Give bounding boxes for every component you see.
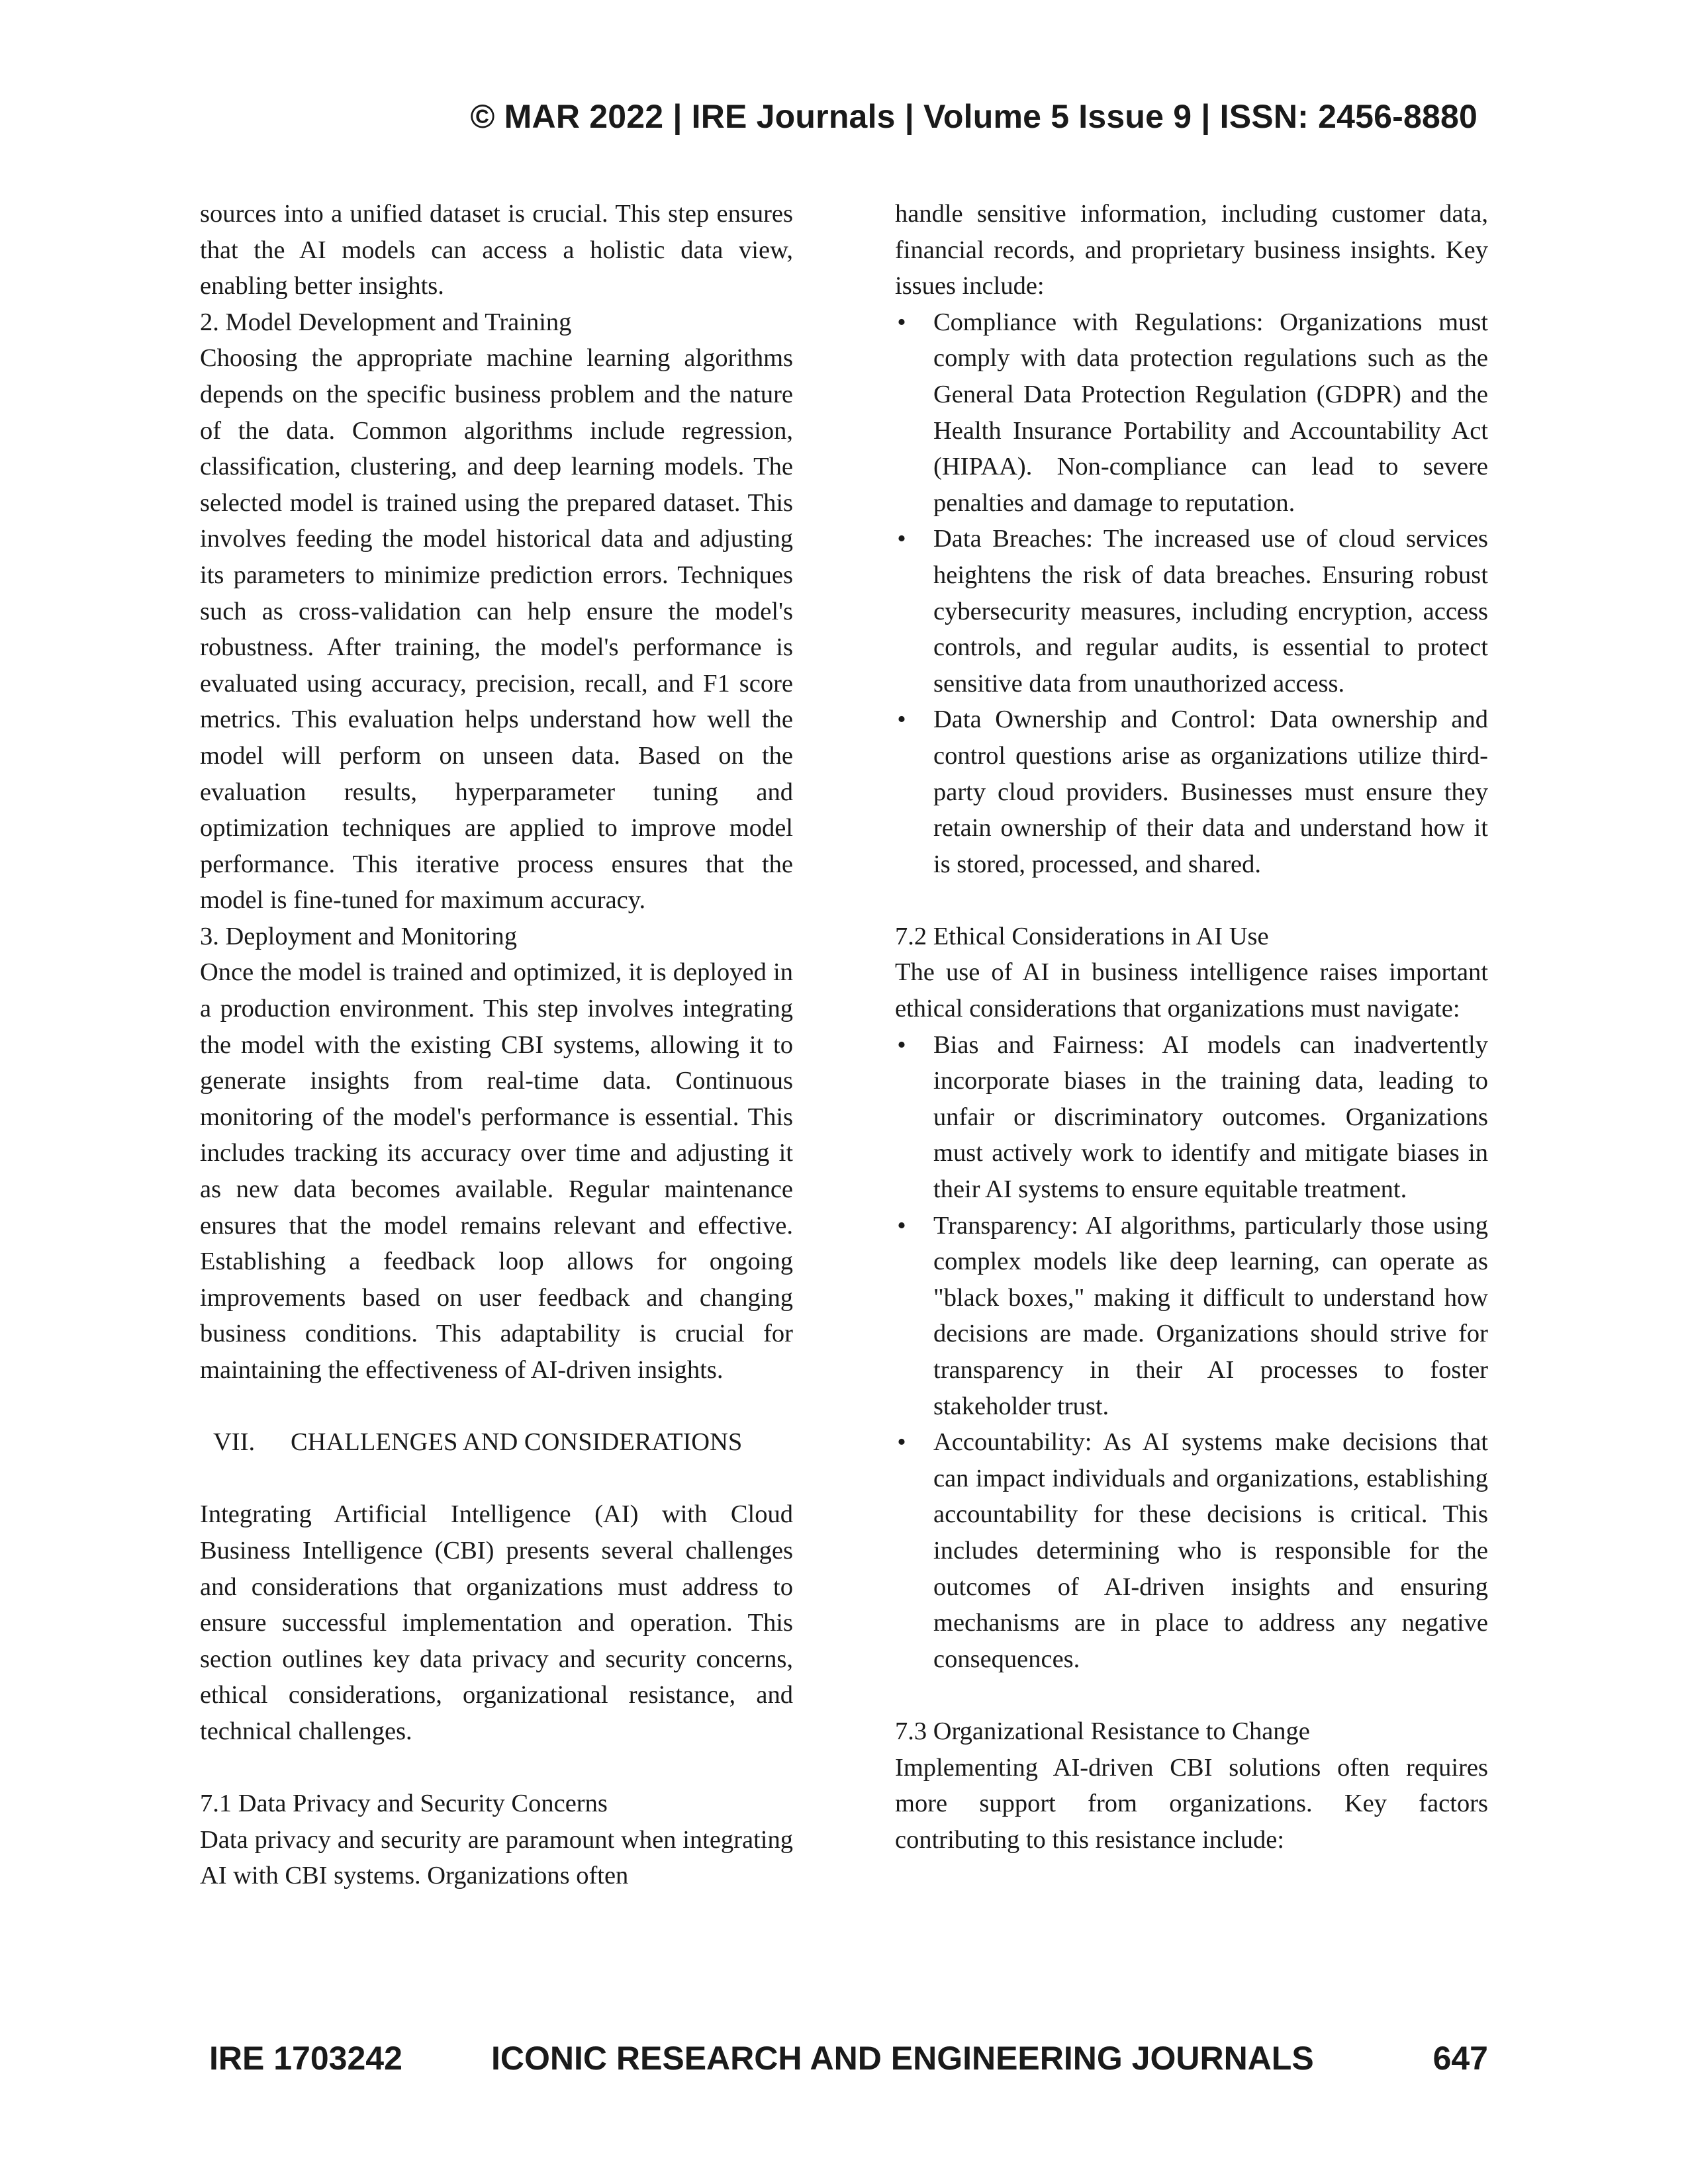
subheading-model-development: 2. Model Development and Training	[200, 308, 572, 336]
list-item: • Data Ownership and Control: Data ownership and control questions arise as organizations utilize third-party cloud providers. Businesses must ensure they retain ownership of their data and understand how it is stored, processed, and shared.	[895, 702, 1488, 882]
section-heading-vii	[200, 1424, 793, 1461]
spacer	[200, 1750, 793, 1786]
subheading-7-1: 7.1 Data Privacy and Security Concerns	[200, 1790, 608, 1818]
paragraph-7-3: Implementing AI-driven CBI solutions often requires more support from organizations. Key factors contributing to this resistance include:	[895, 1753, 1488, 1854]
paragraph-data-integration-end: sources into a unified dataset is crucial. This step ensures that the AI models can access a holistic data view, enabling better insights.	[200, 200, 793, 300]
bullet-icon: •	[897, 705, 906, 734]
journal-header: © MAR 2022 | IRE Journals | Volume 5 Issue 9 | ISSN: 2456-8880	[470, 98, 1477, 135]
spacer	[895, 1677, 1488, 1713]
page-number: 647	[1432, 2040, 1488, 2077]
list-item: • Compliance with Regulations: Organizations must comply with data protection regulations such as the General Data Protection Regulation (GDPR) and the Health Insurance Portability and Accountability Act (HIPAA). Non-compliance can lead to severe penalties and damage to reputation.	[895, 304, 1488, 522]
paragraph-7-1-continued: handle sensitive information, including customer data, financial records, and proprietary business insights. Key issues include:	[895, 200, 1488, 300]
bullet-icon: •	[897, 1428, 906, 1457]
list-item: • Bias and Fairness: AI models can inadvertently incorporate biases in the training data, leading to unfair or discriminatory outcomes. Organizations must actively work to identify and mitigate biases in their AI systems to ensure equitable treatment.	[895, 1027, 1488, 1208]
paragraph-challenges-intro: Integrating Artificial Intelligence (AI) with Cloud Business Intelligence (CBI) presents several challenges and considerations that organizations must address to ensure successful implementation and operation. This section outlines key data privacy and security concerns, ethical considerations, organizational resistance, and technical challenges.	[200, 1500, 793, 1745]
spacer	[895, 882, 1488, 919]
right-column	[895, 196, 1488, 1858]
journal-footer	[200, 2038, 1488, 2078]
list-item: • Accountability: As AI systems make decisions that can impact individuals and organizations, establishing accountability for these decisions is critical. This includes determining who is responsible for the outcomes of AI-driven insights and ensuring mechanisms are in place to address any negative consequences.	[895, 1424, 1488, 1677]
bullet-icon: •	[897, 308, 906, 336]
paragraph-7-2: The use of AI in business intelligence raises important ethical considerations that organizations must navigate:	[895, 958, 1488, 1023]
bullet-list-7-2	[895, 1027, 1488, 1678]
list-item: • Data Breaches: The increased use of cloud services heightens the risk of data breaches. Ensuring robust cybersecurity measures, including encryption, access controls, and regular audits, is essential to protect sensitive data from unauthorized access.	[895, 521, 1488, 702]
spacer	[200, 1388, 793, 1425]
subheading-7-3: 7.3 Organizational Resistance to Change	[895, 1717, 1310, 1745]
journal-name: ICONIC RESEARCH AND ENGINEERING JOURNALS	[491, 2040, 1314, 2077]
spacer	[200, 1461, 793, 1497]
bullet-icon: •	[897, 525, 906, 553]
bullet-list-7-1	[895, 304, 1488, 883]
left-column	[200, 196, 793, 1894]
paragraph-model-development: Choosing the appropriate machine learning algorithms depends on the specific business problem and the nature of the data. Common algorithms include regression, classification, clustering, and deep learning models. The selected model is trained using the prepared dataset. This involves feeding the model historical data and adjusting its parameters to minimize prediction errors. Techniques such as cross-validation can help ensure the model's robustness. After training, the model's performance is evaluated using accuracy, precision, recall, and F1 score metrics. This evaluation helps understand how well the model will perform on unseen data. Based on the evaluation results, hyperparameter tuning and optimization techniques are applied to improve model performance. This iterative process ensures that the model is fine-tuned for maximum accuracy.	[200, 344, 793, 915]
paragraph-deployment-monitoring: Once the model is trained and optimized, it is deployed in a production environment. This step involves integrating the model with the existing CBI systems, allowing it to generate insights from real-time data. Continuous monitoring of the model's performance is essential. This includes tracking its accuracy over time and adjusting it as new data becomes available. Regular maintenance ensures that the model remains relevant and effective. Establishing a feedback loop allows for ongoing improvements based on user feedback and changing business conditions. This adaptability is crucial for maintaining the effectiveness of AI-driven insights.	[200, 958, 793, 1384]
section-title: CHALLENGES AND CONSIDERATIONS	[291, 1428, 743, 1457]
section-number: VII.	[213, 1428, 256, 1457]
bullet-icon: •	[897, 1030, 906, 1059]
subheading-deployment-monitoring: 3. Deployment and Monitoring	[200, 922, 518, 950]
paper-id: IRE 1703242	[209, 2040, 402, 2077]
list-item: • Transparency: AI algorithms, particularly those using complex models like deep learning, can operate as "black boxes," making it difficult to understand how decisions are made. Organizations should strive for transparency in their AI processes to foster stakeholder trust.	[895, 1208, 1488, 1425]
bullet-icon: •	[897, 1211, 906, 1240]
subheading-7-2: 7.2 Ethical Considerations in AI Use	[895, 922, 1269, 950]
paragraph-7-1-start: Data privacy and security are paramount when integrating AI with CBI systems. Organizations often	[200, 1825, 793, 1890]
